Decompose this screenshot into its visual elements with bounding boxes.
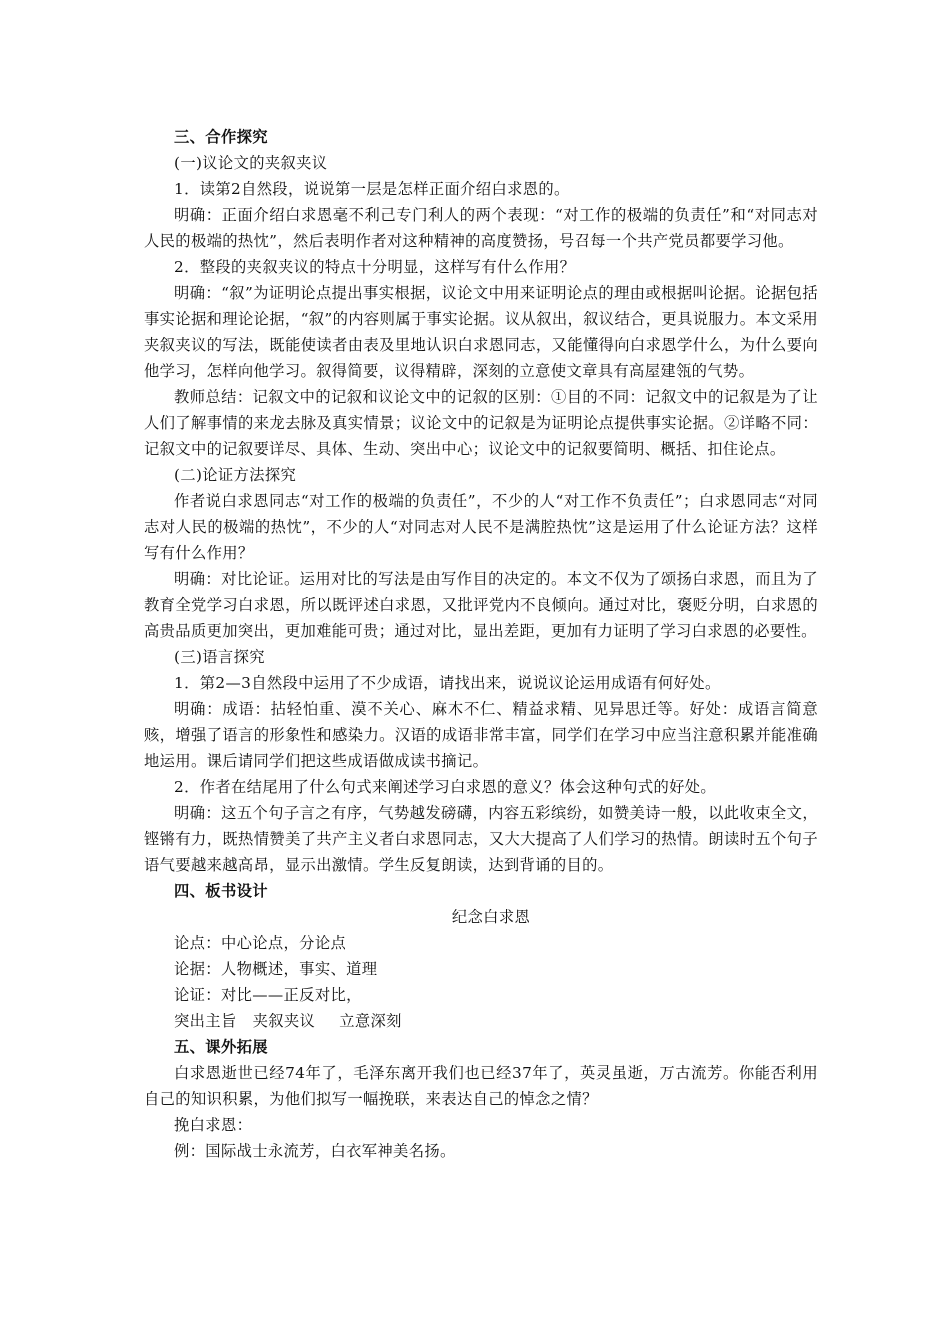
board-feature-theme: 突出主旨 [174,1012,237,1030]
subsection-3-heading: (三)语言探究 [174,648,265,666]
subsection-1-heading: (一)议论文的夹叙夹议 [174,154,328,172]
answer-2: 明确：“叙”为证明论点提出事实根据，议论文中用来证明论点的理由或根据叫论据。论据包括事实论据和理论论据，“叙”的内容则属于事实论据。议从叙出，叙议结合，更具说服力。本文采用夹叙夹议的写法，既能使读者由表及里地认识白求恩同志，又能懂得向白求恩学什么，为什么要向他学习，怎样向他学习。叙得简要，议得精辟，深刻的立意使文章具有高屋建瓴的气势。 [144,284,818,380]
question-3: 作者说白求恩同志“对工作的极端的负责任”，不少的人“对工作不负责任”；白求恩同志“对同志对人民的极端的热忱”，不少的人“对同志对人民不是满腔热忱”这是运用了什么论证方法？这样写有什么作用？ [144,492,818,562]
answer-4: 明确：成语：拈轻怕重、漠不关心、麻木不仁、精益求精、见异思迁等。好处：成语言简意赅，增强了语言的形象性和感染力。汉语的成语非常丰富，同学们在学习中应当注意积累并能准确地运用。课后请同学们把这些成语做成读书摘记。 [144,700,818,770]
board-title: 纪念白求恩 [451,908,531,926]
board-line-features [144,1008,818,1034]
board-feature-intent: 立意深刻 [339,1012,402,1030]
section-3-heading: 三、合作探究 [174,128,268,146]
answer-3: 明确：对比论证。运用对比的写法是由写作目的决定的。本文不仅为了颂扬白求恩，而且为了教育全党学习白求恩，所以既评述白求恩，又批评党内不良倾向。通过对比，褒贬分明，白求恩的高贵品质更加突出，更加难能可贵；通过对比，显出差距，更加有力证明了学习白求恩的必要性。 [144,570,818,640]
question-1: 1．读第2自然段，说说第一层是怎样正面介绍白求恩的。 [174,180,570,198]
board-line-argument: 论证：对比——正反对比， [174,986,362,1004]
elegy-label: 挽白求恩： [174,1116,253,1134]
elegy-example: 例：国际战士永流芳，白衣军神美名扬。 [174,1142,456,1160]
subsection-2-heading: (二)论证方法探究 [174,466,297,484]
document-page [144,124,818,1164]
answer-5: 明确：这五个句子言之有序，气势越发磅礴，内容五彩缤纷，如赞美诗一般，以此收束全文，铿锵有力，既热情赞美了共产主义者白求恩同志，又大大提高了人们学习的热情。朗读时五个句子语气要越来越高昂，显示出激情。学生反复朗读，达到背诵的目的。 [144,804,818,874]
question-5: 2．作者在结尾用了什么句式来阐述学习白求恩的意义？体会这种句式的好处。 [174,778,717,796]
section-4-heading: 四、板书设计 [174,882,268,900]
board-feature-narration: 夹叙夹议 [252,1012,316,1030]
answer-1: 明确：正面介绍白求恩毫不利己专门利人的两个表现：“对工作的极端的负责任”和“对同志对人民的极端的热忱”，然后表明作者对这种精神的高度赞扬，号召每一个共产党员都要学习他。 [144,206,818,250]
board-line-thesis: 论点：中心论点，分论点 [174,934,347,952]
section-5-heading: 五、课外拓展 [174,1038,268,1056]
question-4: 1．第2—3自然段中运用了不少成语，请找出来，说说议论运用成语有何好处。 [174,674,721,692]
teacher-summary: 教师总结：记叙文中的记叙和议论文中的记叙的区别：①目的不同：记叙文中的记叙是为了让人们了解事情的来龙去脉及真实情景；议论文中的记叙是为证明论点提供事实论据。②详略不同：记叙文中的记叙要详尽、具体、生动、突出中心；议论文中的记叙要简明、概括、扣住论点。 [144,388,818,458]
board-line-evidence: 论据：人物概述，事实、道理 [174,960,378,978]
extension-prompt: 白求恩逝世已经74年了，毛泽东离开我们也已经37年了，英灵虽逝，万古流芳。你能否利用自己的知识积累，为他们拟写一幅挽联，来表达自己的悼念之情？ [144,1064,818,1108]
question-2: 2．整段的夹叙夹议的特点十分明显，这样写有什么作用？ [174,258,576,276]
